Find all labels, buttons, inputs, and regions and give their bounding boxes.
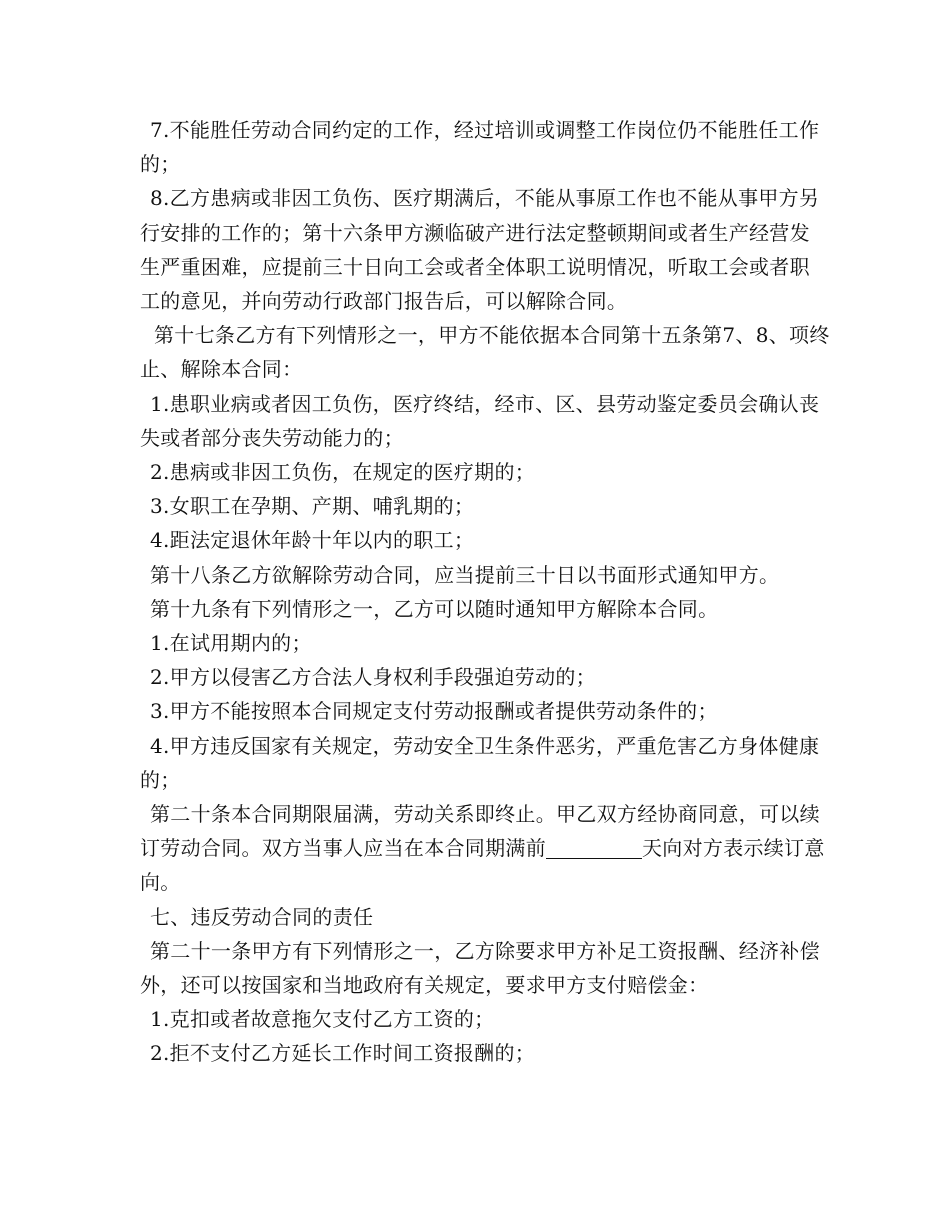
section-heading-liability: 七、违反劳动合同的责任 xyxy=(150,904,374,929)
paragraph-item-7: 7.不能胜任劳动合同约定的工作，经过培训或调整工作岗位仍不能胜任工作的； xyxy=(140,118,820,177)
paragraph-article-17-item-1: 1.患职业病或者因工负伤，医疗终结，经市、区、县劳动鉴定委员会确认丧失或者部分丧失劳动能力的； xyxy=(140,391,820,450)
paragraph-article-19-item-3: 3.甲方不能按照本合同规定支付劳动报酬或者提供劳动条件的； xyxy=(150,699,718,724)
paragraph-article-17-item-4: 4.距法定退休年龄十年以内的职工； xyxy=(150,528,475,553)
paragraph-article-19-item-1: 1.在试用期内的； xyxy=(150,631,312,656)
paragraph-article-17-item-3: 3.女职工在孕期、产期、哺乳期的； xyxy=(150,494,475,519)
paragraph-article-21-item-2: 2.拒不支付乙方延长工作时间工资报酬的； xyxy=(150,1041,536,1066)
paragraph-article-21: 第二十一条甲方有下列情形之一，乙方除要求甲方补足工资报酬、经济补偿外，还可以按国家和当地政府有关规定，要求甲方支付赔偿金： xyxy=(140,938,820,998)
paragraph-article-17: 第十七条乙方有下列情形之一，甲方不能依据本合同第十五条第7、8、项终止、解除本合同： xyxy=(140,323,830,382)
fill-in-blank-days xyxy=(546,838,642,859)
paragraph-article-19-item-4: 4.甲方违反国家有关规定，劳动安全卫生条件恶劣，严重危害乙方身体健康的； xyxy=(140,733,820,792)
paragraph-article-19-item-2: 2.甲方以侵害乙方合法人身权利手段强迫劳动的； xyxy=(150,665,596,690)
article-20-text-after: 天向对方表示续订意向。 xyxy=(140,836,825,895)
article-20-text-before: 第二十条本合同期限届满，劳动关系即终止。甲乙双方经协商同意，可以续订劳动合同。双方当事人应当在本合同期满前 xyxy=(140,802,820,861)
paragraph-article-21-item-1: 1.克扣或者故意拖欠支付乙方工资的； xyxy=(150,1007,495,1032)
paragraph-article-20 xyxy=(140,797,830,900)
document-body xyxy=(140,113,830,1071)
paragraph-article-17-item-2: 2.患病或非因工负伤，在规定的医疗期的； xyxy=(150,460,536,485)
paragraph-article-19: 第十九条有下列情形之一，乙方可以随时通知甲方解除本合同。 xyxy=(150,596,719,621)
paragraph-item-8-article-16: 8.乙方患病或非因工负伤、医疗期满后，不能从事原工作也不能从事甲方另行安排的工作的；第十六条甲方濒临破产进行法定整顿期间或者生产经营发生严重困难，应提前三十日向工会或者全体职工说明情况，听取工会或者职工的意见，并向劳动行政部门报告后，可以解除合同。 xyxy=(140,186,820,314)
paragraph-article-18: 第十八条乙方欲解除劳动合同，应当提前三十日以书面形式通知甲方。 xyxy=(150,562,780,587)
